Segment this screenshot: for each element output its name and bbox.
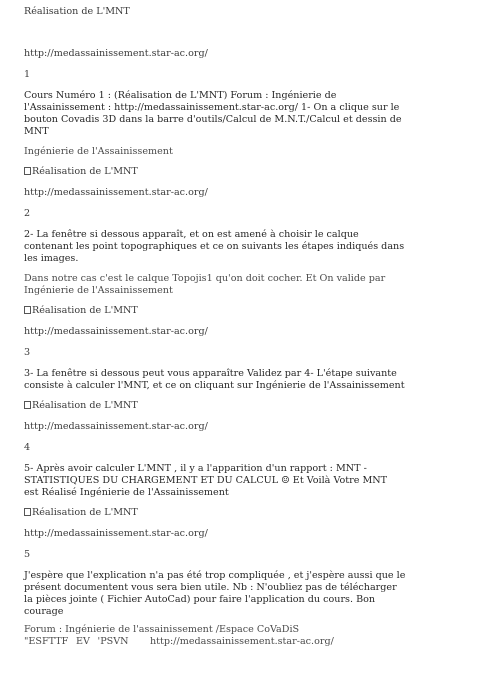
text-line-content: courage	[24, 606, 64, 617]
text-line	[24, 606, 454, 618]
text-line-content: Réalisation de L'MNT	[24, 6, 130, 17]
block-6	[24, 187, 454, 199]
text-line	[24, 636, 454, 648]
text-line-content: STATISTIQUES DU CHARGEMENT ET DU CALCUL ☺ Et Voilà Votre MNT	[24, 475, 388, 486]
block-15	[24, 421, 454, 433]
text-line	[24, 570, 454, 582]
block-14	[24, 400, 454, 412]
block-0	[24, 6, 454, 18]
text-line	[24, 594, 454, 606]
text-line	[24, 114, 454, 126]
text-line-content: "ESFTTFEV'PSVN  http://medassainissement.star-ac.org/	[24, 636, 334, 647]
block-4	[24, 146, 454, 158]
text-line	[24, 253, 454, 265]
text-line	[24, 528, 454, 540]
text-line-content: la pièces jointe ( Fichier AutoCad) pour faire l'application du cours. Bon	[24, 594, 376, 605]
text-line-content: 2- La fenêtre si dessous apparaît, et on est amené à choisir le calque	[24, 229, 359, 240]
text-line	[24, 90, 454, 102]
text-line	[24, 463, 454, 475]
block-19	[24, 528, 454, 540]
text-line	[24, 487, 454, 499]
block-8	[24, 229, 454, 265]
text-line	[24, 146, 454, 158]
block-2	[24, 69, 454, 81]
block-7	[24, 208, 454, 220]
text-line	[24, 69, 454, 81]
text-line-content: les images.	[24, 253, 79, 264]
text-line-content: Réalisation de L'MNT	[32, 400, 138, 411]
text-line	[24, 507, 454, 519]
text-line	[24, 273, 454, 285]
block-16	[24, 442, 454, 454]
text-line-content: 1	[24, 69, 31, 80]
block-3	[24, 90, 454, 138]
text-line-content: http://medassainissement.star-ac.org/	[24, 187, 208, 198]
text-line	[24, 624, 454, 636]
text-line	[24, 380, 454, 392]
text-line	[24, 368, 454, 380]
block-17	[24, 463, 454, 499]
text-line-content: Ingénierie de l'Assainissement	[24, 146, 173, 157]
block-9	[24, 273, 454, 297]
text-line-content: Dans notre cas c'est le calque Topojis1 qu'on doit cocher. Et On valide par	[24, 273, 386, 284]
text-line-content: Réalisation de L'MNT	[32, 507, 138, 518]
text-line	[24, 229, 454, 241]
block-12	[24, 347, 454, 359]
text-line-content: bouton Covadis 3D dans la barre d'outils/Calcul de M.N.T./Calcul et dessin de	[24, 114, 402, 125]
block-11	[24, 326, 454, 338]
text-line-content: 2	[24, 208, 31, 219]
text-line-content: contenant les point topographiques et ce on suivants les étapes indiqués dans	[24, 241, 405, 252]
text-line-content: http://medassainissement.star-ac.org/	[24, 326, 208, 337]
text-line	[24, 208, 454, 220]
text-line-content: Cours Numéro 1 : (Réalisation de L'MNT) Forum : Ingénierie de	[24, 90, 337, 101]
text-line	[24, 6, 454, 18]
block-22	[24, 624, 454, 648]
text-line-content: http://medassainissement.star-ac.org/	[24, 48, 208, 59]
text-line	[24, 241, 454, 253]
block-5	[24, 166, 454, 178]
text-line-content: 5- Après avoir calculer L'MNT , il y a l'apparition d'un rapport : MNT -	[24, 463, 367, 474]
text-line-content: Ingénierie de l'Assainissement	[24, 285, 173, 296]
text-line-content: MNT	[24, 126, 49, 137]
text-line-content: J'espère que l'explication n'a pas été trop compliquée , et j'espère aussi que le	[24, 570, 406, 581]
text-line-content: 4	[24, 442, 31, 453]
text-line	[24, 285, 454, 297]
text-line-content: Réalisation de L'MNT	[32, 166, 138, 177]
text-line	[24, 326, 454, 338]
block-13	[24, 368, 454, 392]
text-line	[24, 347, 454, 359]
text-line	[24, 126, 454, 138]
block-20	[24, 549, 454, 561]
missing-glyph-icon	[24, 401, 31, 409]
text-line	[24, 187, 454, 199]
text-line	[24, 475, 454, 487]
text-line	[24, 549, 454, 561]
text-line-content: Forum : Ingénierie de l'assainissement /Espace CoVaDiS	[24, 624, 300, 635]
text-line-content: http://medassainissement.star-ac.org/	[24, 528, 208, 539]
text-line-content: l'Assainissement : http://medassainissement.star-ac.org/ 1- On a clique sur le	[24, 102, 400, 113]
text-line-content: 3- La fenêtre si dessous peut vous apparaître Validez par 4- L'étape suivante	[24, 368, 397, 379]
missing-glyph-icon	[24, 167, 31, 175]
text-line	[24, 421, 454, 433]
missing-glyph-icon	[24, 508, 31, 516]
text-line	[24, 400, 454, 412]
text-line-content: est Réalisé Ingénierie de l'Assainissement	[24, 487, 229, 498]
block-10	[24, 305, 454, 317]
text-line-content: Réalisation de L'MNT	[32, 305, 138, 316]
text-line-content: http://medassainissement.star-ac.org/	[24, 421, 208, 432]
block-21	[24, 570, 454, 618]
text-line-content: 3	[24, 347, 31, 358]
missing-glyph-icon	[24, 306, 31, 314]
text-line	[24, 582, 454, 594]
block-18	[24, 507, 454, 519]
text-line	[24, 102, 454, 114]
text-line	[24, 442, 454, 454]
text-line-content: 5	[24, 549, 31, 560]
text-line	[24, 166, 454, 178]
text-line	[24, 305, 454, 317]
text-line-content: consiste à calculer l'MNT, et ce on cliquant sur Ingénierie de l'Assainissement	[24, 380, 405, 391]
block-1	[24, 48, 454, 60]
text-line	[24, 48, 454, 60]
text-line-content: présent documentent vous sera bien utile. Nb : N'oubliez pas de télécharger	[24, 582, 397, 593]
